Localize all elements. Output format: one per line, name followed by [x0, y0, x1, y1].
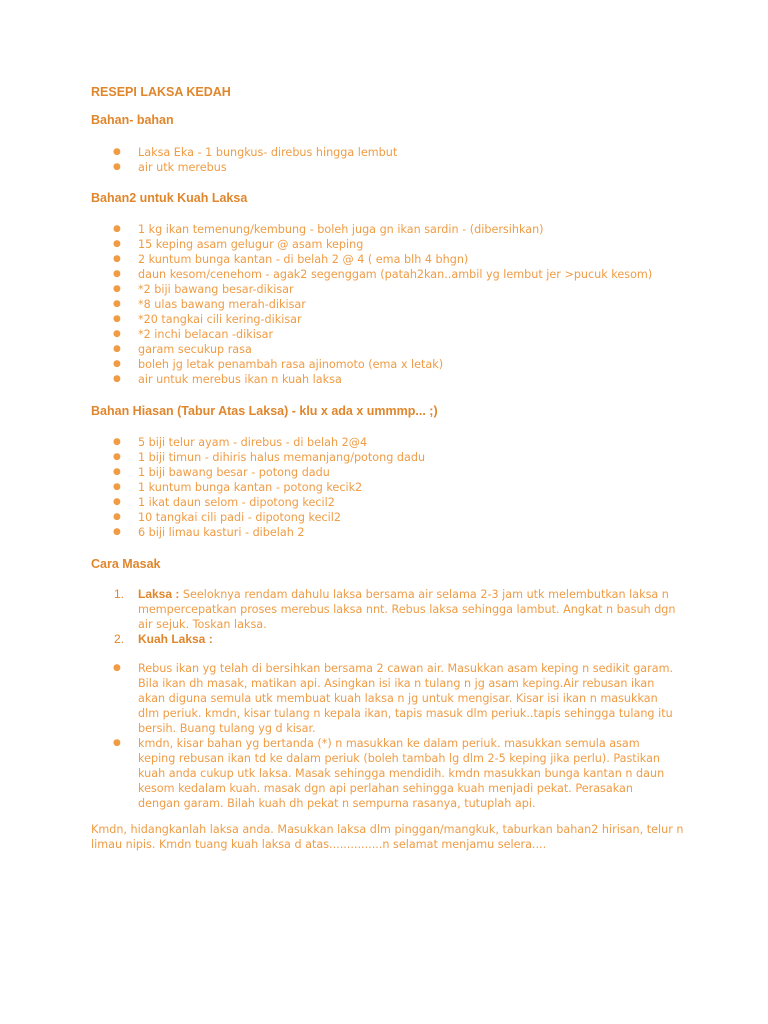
bullet-icon: ● — [113, 329, 121, 339]
list-item — [0, 312, 652, 327]
list-item — [0, 160, 397, 175]
list-bahan — [0, 145, 397, 175]
list-item — [0, 525, 425, 540]
step-label: Laksa : — [138, 587, 180, 601]
bullet-icon: ● — [113, 482, 121, 492]
bullet-icon: ● — [113, 527, 121, 537]
list-item — [0, 480, 425, 495]
bullet-icon: ● — [113, 452, 121, 462]
steps-list — [0, 587, 678, 647]
list-item — [0, 495, 425, 510]
list-item-text: 10 tangkai cili padi - dipotong kecil2 — [138, 511, 341, 524]
list-item-text: 1 ikat daun selom - dipotong kecil2 — [138, 496, 335, 509]
bullet-icon: ● — [113, 497, 121, 507]
list-item-text: 5 biji telur ayam - direbus - di belah 2@4 — [138, 436, 368, 449]
heading-hiasan: Bahan Hiasan (Tabur Atas Laksa) - klu x ada x ummmp... ;) — [91, 404, 438, 418]
bullet-icon: ● — [113, 437, 121, 447]
step-item — [0, 587, 678, 632]
list-item-text: air untuk merebus ikan n kuah laksa — [138, 373, 342, 386]
bullet-icon: ● — [113, 299, 121, 309]
list-item — [0, 736, 678, 811]
list-item — [0, 267, 652, 282]
kuah-steps-list — [0, 661, 678, 811]
list-item-text: daun kesom/cenehom - agak2 segenggam (patah2kan..ambil yg lembut jer >pucuk kesom) — [138, 268, 653, 281]
bullet-icon: ● — [113, 314, 121, 324]
bullet-icon: ● — [113, 738, 121, 748]
list-item-text: air utk merebus — [138, 161, 227, 174]
page-title: RESEPI LAKSA KEDAH — [91, 85, 231, 99]
bullet-icon: ● — [113, 512, 121, 522]
bullet-icon: ● — [113, 147, 121, 157]
list-item-text: 15 keping asam gelugur @ asam keping — [138, 238, 364, 251]
bullet-icon: ● — [113, 224, 121, 234]
list-item-text: Laksa Eka - 1 bungkus- direbus hingga lembut — [138, 146, 398, 159]
list-hiasan — [0, 435, 425, 540]
step-label: Kuah Laksa : — [138, 632, 213, 646]
list-item-text: 1 kuntum bunga kantan - potong kecik2 — [138, 481, 363, 494]
heading-kuah: Bahan2 untuk Kuah Laksa — [91, 191, 248, 205]
bullet-icon: ● — [113, 284, 121, 294]
list-kuah — [0, 222, 652, 387]
bullet-icon: ● — [113, 239, 121, 249]
list-item — [0, 327, 652, 342]
list-item — [0, 252, 652, 267]
list-item-text: Rebus ikan yg telah di bersihkan bersama 2 cawan air. Masukkan asam keping n sedikit garam. Bila ikan dh masak, matikan api. Asingkan isi ika n tulang n jg asam keping.Air rebusan ikan akan diguna semula utk membuat kuah laksa n jg untuk mengisar. Kisar isi ikan n masukkan dlm periuk. kmdn, kisar tulang n kepala ikan, tapis masuk dlm periuk..tapis sehingga tulang itu bersih. Buang tulang yg d kisar. — [138, 662, 674, 735]
list-item — [0, 237, 652, 252]
list-item-text: *8 ulas bawang merah-dikisar — [138, 298, 306, 311]
step-number: 1. — [114, 587, 125, 601]
heading-bahan: Bahan- bahan — [91, 113, 174, 127]
bullet-icon: ● — [113, 344, 121, 354]
list-item — [0, 145, 397, 160]
bullet-icon: ● — [113, 254, 121, 264]
list-item — [0, 661, 678, 736]
list-item-text: *2 inchi belacan -dikisar — [138, 328, 274, 341]
list-item — [0, 435, 425, 450]
list-item — [0, 222, 652, 237]
bullet-icon: ● — [113, 269, 121, 279]
heading-cara-masak: Cara Masak — [91, 557, 161, 571]
bullet-icon: ● — [113, 663, 121, 673]
list-item-text: kmdn, kisar bahan yg bertanda (*) n masukkan ke dalam periuk. masukkan semula asam keping rebusan ikan td ke dalam periuk (boleh tambah lg dlm 2-5 keping jika perlu). Pastikan kuah anda cukup utk laksa. Masak sehingga mendidih. kmdn masukkan bunga kantan n daun kesom kedalam kuah. masak dgn api perlahan sehingga kuah menjadi pekat. Perasakan dengan garam. Bilah kuah dh pekat n sempurna rasanya, tutuplah api. — [138, 737, 665, 810]
list-item — [0, 297, 652, 312]
list-item-text: garam secukup rasa — [138, 343, 252, 356]
list-item-text: 1 kg ikan temenung/kembung - boleh juga gn ikan sardin - (dibersihkan) — [138, 223, 544, 236]
list-item — [0, 357, 652, 372]
bullet-icon: ● — [113, 359, 121, 369]
list-item-text: *2 biji bawang besar-dikisar — [138, 283, 294, 296]
bullet-icon: ● — [113, 467, 121, 477]
list-item — [0, 372, 652, 387]
step-item — [0, 632, 678, 647]
list-item — [0, 465, 425, 480]
step-number: 2. — [114, 632, 125, 646]
list-item — [0, 282, 652, 297]
list-item-text: 6 biji limau kasturi - dibelah 2 — [138, 526, 305, 539]
list-item-text: *20 tangkai cili kering-dikisar — [138, 313, 302, 326]
list-item-text: boleh jg letak penambah rasa ajinomoto (ema x letak) — [138, 358, 444, 371]
list-item-text: 1 biji timun - dihiris halus memanjang/potong dadu — [138, 451, 426, 464]
closing-paragraph: Kmdn, hidangkanlah laksa anda. Masukkan laksa dlm pinggan/mangkuk, taburkan bahan2 hirisan, telur n limau nipis. Kmdn tuang kuah laksa d atas...............n selamat menjamu selera.... — [91, 823, 684, 851]
list-item-text: 1 biji bawang besar - potong dadu — [138, 466, 330, 479]
list-item-text: 2 kuntum bunga kantan - di belah 2 @ 4 ( ema blh 4 bhgn) — [138, 253, 469, 266]
step-text: Seeloknya rendam dahulu laksa bersama air selama 2-3 jam utk melembutkan laksa n mempercepatkan proses merebus laksa nnt. Rebus laksa sehingga lambut. Angkat n basuh dgn air sejuk. Toskan laksa. — [138, 588, 676, 631]
list-item — [0, 342, 652, 357]
bullet-icon: ● — [113, 162, 121, 172]
bullet-icon: ● — [113, 374, 121, 384]
list-item — [0, 510, 425, 525]
list-item — [0, 450, 425, 465]
